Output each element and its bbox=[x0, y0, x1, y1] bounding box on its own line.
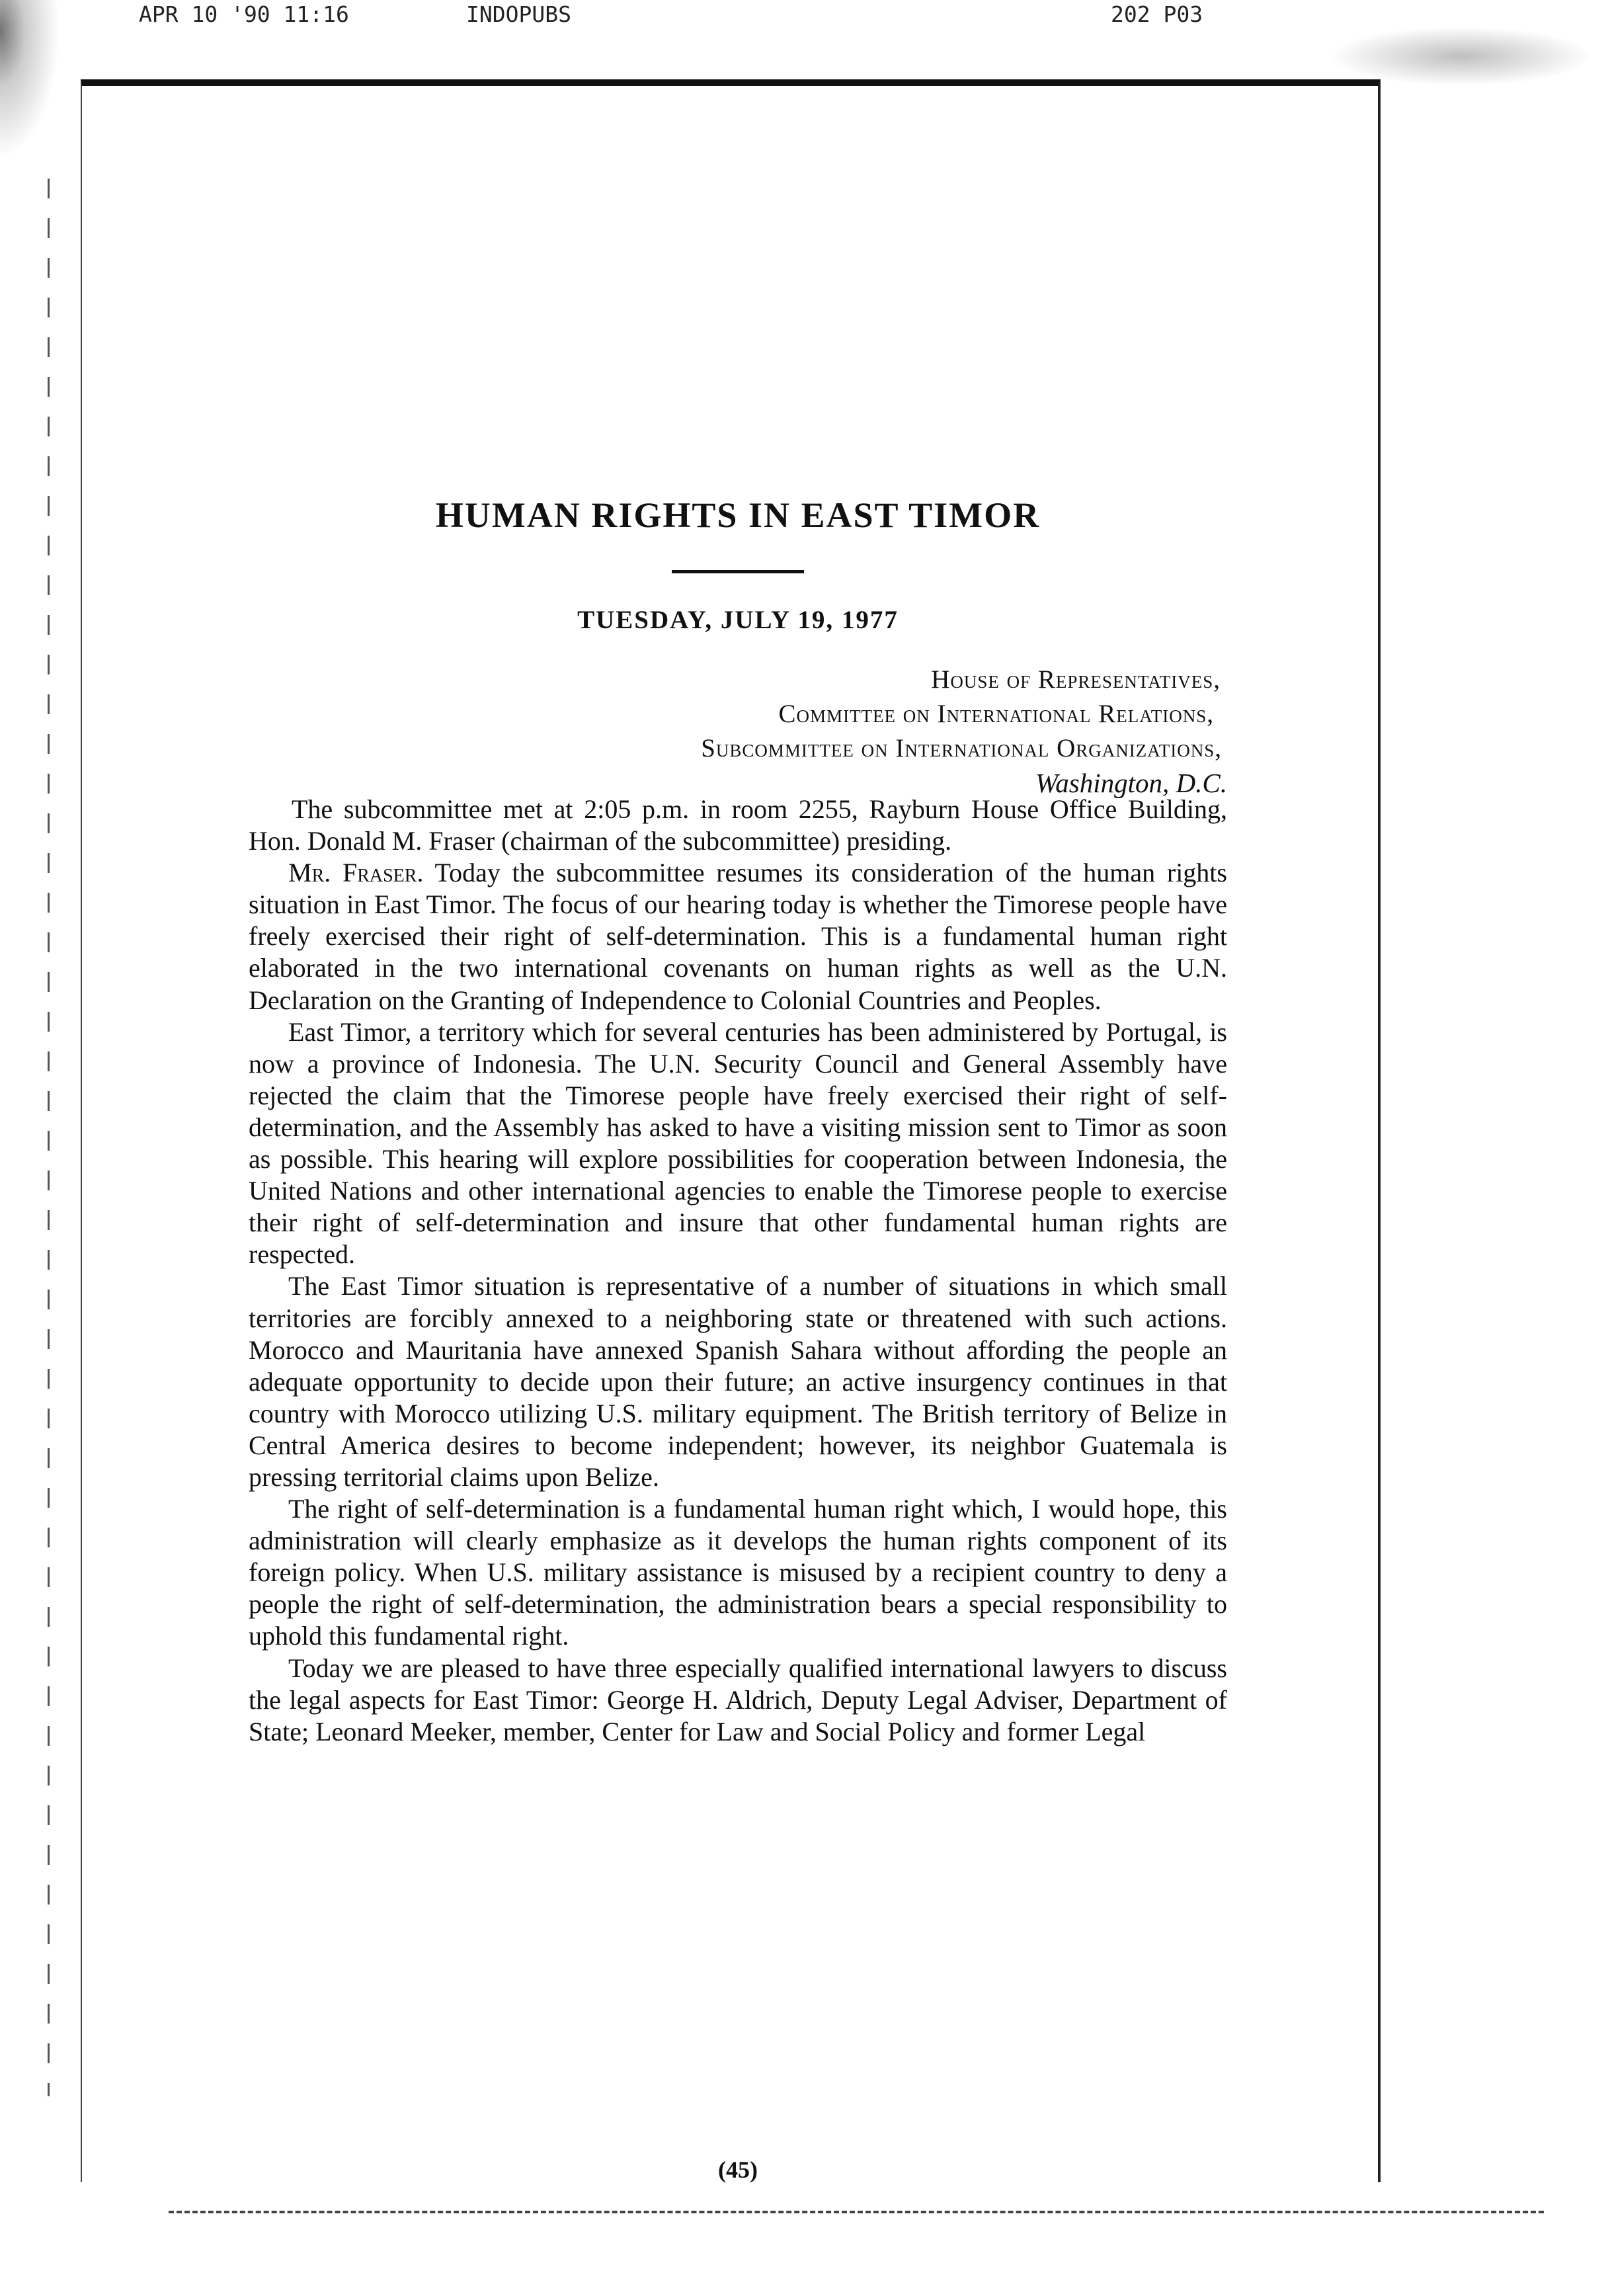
scan-noise-left bbox=[0, 0, 60, 159]
paragraph-text: East Timor, a territory which for several centuries has been administered by Portugal, is now a province of Indonesia. The U.N. Security Council and General Assembly have rejected the claim that the Timorese people have freely exercised their right of self-determination, and the Assembly has asked to have a visiting mission sent to Timor as soon as possible. This hearing will explore possibilities for cooperation between Indonesia, the United Nations and other international agencies to enable the Timorese people to exercise their right of self-determination and insure that other fundamental human rights are respected. bbox=[249, 1016, 1227, 1270]
heading-subcommittee: Subcommittee on International Organizations, bbox=[701, 734, 1222, 762]
page-number: (45) bbox=[718, 2156, 758, 2183]
paragraph-text: Today the subcommittee resumes its consideration of the human rights situation in East Timor. The focus of our hearing today is whether the Timorese people have freely exercised their right of self-determination. This is a fundamental human right elaborated in the two international covenants on human rights as well as the U.N. Declaration on the Granting of Independence to Colonial Countries and Peoples. bbox=[249, 858, 1227, 1015]
hearing-date: TUESDAY, JULY 19, 1977 bbox=[577, 606, 899, 634]
paragraph-text: The East Timor situation is representative of a number of situations in which small territories are forcibly annexed to a neighboring state or threatened with such actions. Morocco and Mauritania have annexed Spanish Sahara without affording the people an adequate opportunity to decide upon their future; an active insurgency continues in that country with Morocco utilizing U.S. military equipment. The British territory of Belize in Central America desires to become independent; however, its neighbor Guatemala is pressing territorial claims upon Belize. bbox=[249, 1271, 1227, 1492]
paragraph-text: Today we are pleased to have three especially qualified international lawyers to discuss the legal aspects for East Timor: George H. Aldrich, Deputy Legal Adviser, Department of State; Leonard Meeker, member, Center for Law and Social Policy and former Legal bbox=[249, 1653, 1227, 1746]
hearing-place: Washington, D.C. bbox=[1035, 768, 1227, 798]
heading-committee: Committee on International Relations, bbox=[778, 700, 1214, 728]
heading-house: House of Representatives, bbox=[931, 665, 1221, 694]
paragraph-east-timor bbox=[249, 1016, 1227, 1271]
paragraph-fraser-statement bbox=[249, 857, 1227, 1016]
scan-bottom-edge bbox=[169, 2211, 1544, 2213]
paragraph-self-determination bbox=[249, 1493, 1227, 1652]
document-body bbox=[249, 794, 1227, 1748]
document-page bbox=[81, 79, 1381, 2182]
title-rule bbox=[672, 570, 804, 573]
paragraph-text: The subcommittee met at 2:05 p.m. in room 2255, Rayburn House Office Building, Hon. Donald M. Fraser (chairman of the subcommittee) presiding. bbox=[249, 794, 1227, 856]
document-title: HUMAN RIGHTS IN EAST TIMOR bbox=[435, 495, 1041, 535]
paragraph-situations bbox=[249, 1270, 1227, 1493]
paragraph-text: The right of self-determination is a fundamental human right which, I would hope, this administration will clearly emphasize as it develops the human rights component of its foreign policy. When U.S. military assistance is misused by a recipient country to deny a people the right of self-determination, the administration bears a special responsibility to uphold this fundamental right. bbox=[249, 1494, 1227, 1651]
scan-noise-right bbox=[1329, 26, 1593, 86]
paragraph-opening bbox=[249, 794, 1227, 857]
scan-edge-left bbox=[48, 179, 50, 2096]
paragraph-witnesses bbox=[249, 1653, 1227, 1748]
fax-page-id: 202 P03 bbox=[1111, 1, 1203, 27]
fax-datetime: APR 10 '90 11:16 bbox=[139, 1, 349, 27]
fax-sender: INDOPUBS bbox=[466, 1, 571, 27]
speaker-name: Mr. Fraser. bbox=[288, 858, 424, 888]
